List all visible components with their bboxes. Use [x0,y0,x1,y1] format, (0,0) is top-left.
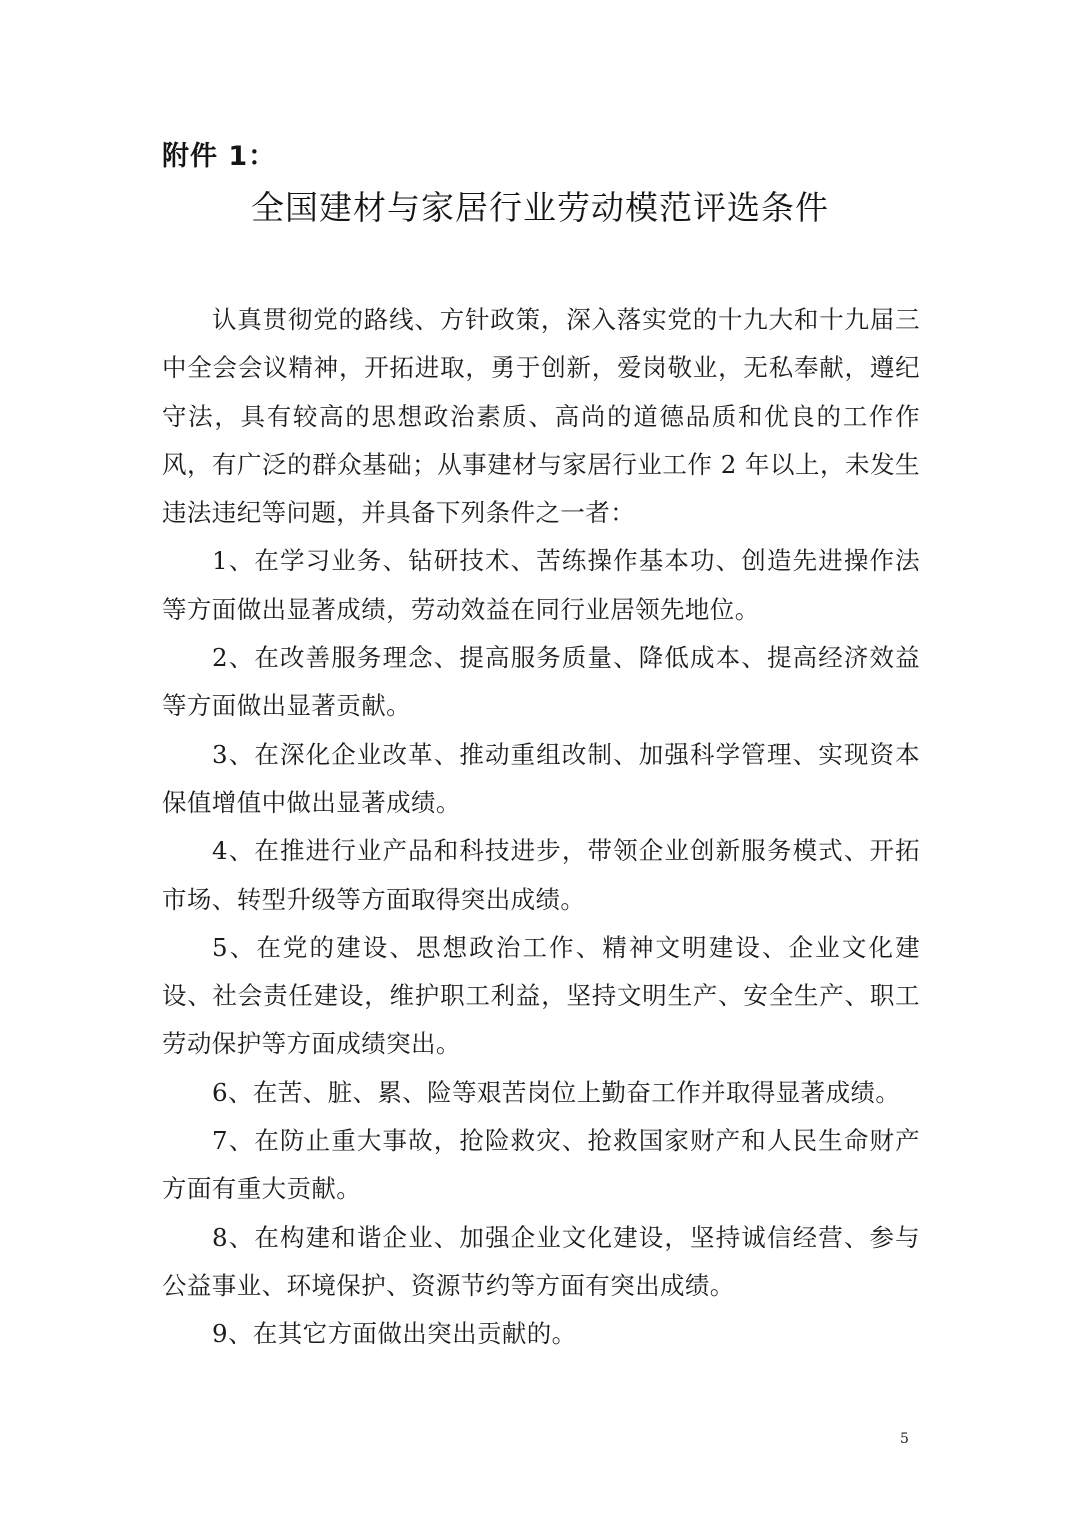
condition-item-6: 6、在苦、脏、累、险等艰苦岗位上勤奋工作并取得显著成绩。 [212,1077,901,1107]
attachment-label: 附件 1： [162,141,277,172]
condition-item-2: 2、在改善服务理念、提高服务质量、降低成本、提高经济效益等方面做出显著贡献。 [162,643,920,721]
condition-item-4: 4、在推进行业产品和科技进步，带领企业创新服务模式、开拓市场、转型升级等方面取得突出成绩。 [162,836,920,914]
condition-item-5: 5、在党的建设、思想政治工作、精神文明建设、企业文化建设、社会责任建设，维护职工利益，坚持文明生产、安全生产、职工劳动保护等方面成绩突出。 [162,932,920,1059]
condition-item-3: 3、在深化企业改革、推动重组改制、加强科学管理、实现资本保值增值中做出显著成绩。 [162,739,920,817]
condition-item-1: 1、在学习业务、钻研技术、苦练操作基本功、创造先进操作法等方面做出显著成绩，劳动效益在同行业居领先地位。 [162,546,920,624]
intro-paragraph: 认真贯彻党的路线、方针政策，深入落实党的十九大和十九届三中全会会议精神，开拓进取，勇于创新，爱岗敬业，无私奉献，遵纪守法，具有较高的思想政治素质、高尚的道德品质和优良的工作作风，有广泛的群众基础；从事建材与家居行业工作 2 年以上，未发生违法违纪等问题，并具备下列条件之一者： [162,305,920,528]
document-title: 全国建材与家居行业劳动模范评选条件 [251,188,829,227]
document-body [162,296,920,1359]
condition-item-9: 9、在其它方面做出突出贡献的。 [212,1319,577,1349]
page-number: 5 [900,1431,909,1447]
condition-item-7: 7、在防止重大事故，抢险救灾、抢救国家财产和人民生命财产方面有重大贡献。 [162,1126,920,1204]
condition-item-8: 8、在构建和谐企业、加强企业文化建设，坚持诚信经营、参与公益事业、环境保护、资源节约等方面有突出成绩。 [162,1222,920,1300]
